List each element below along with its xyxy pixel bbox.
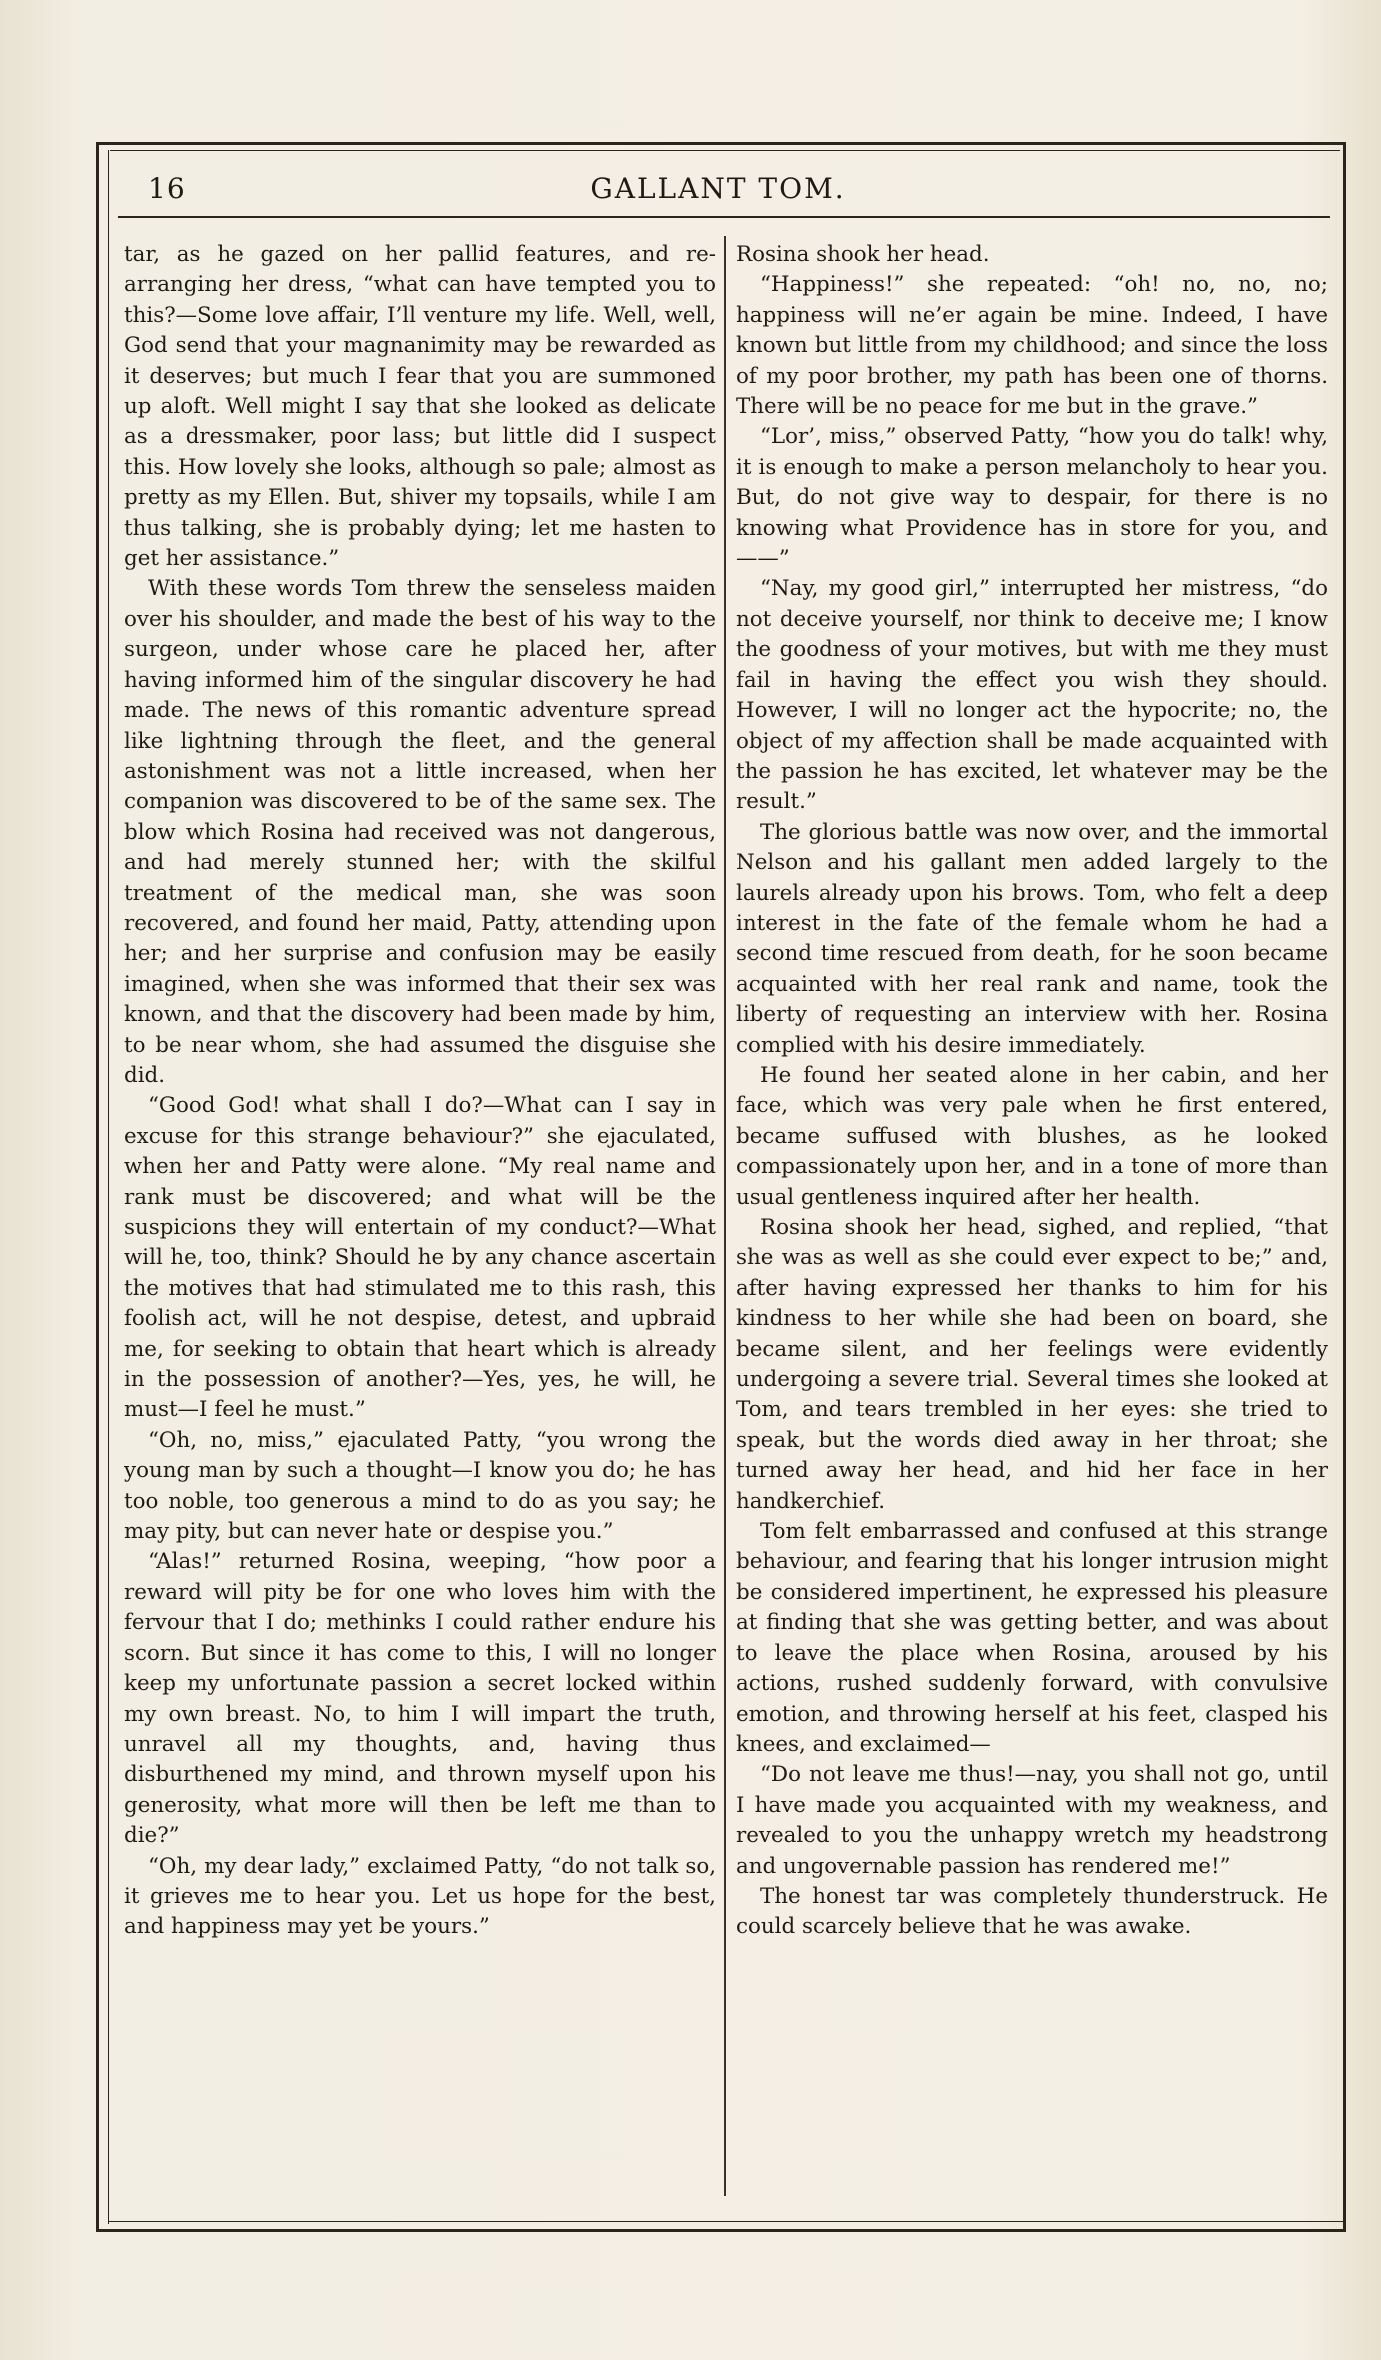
header-rule	[118, 216, 1330, 218]
frame-left-rule-inner	[108, 150, 109, 2224]
paragraph: Rosina shook her head.	[736, 242, 990, 267]
column-divider	[724, 236, 726, 2196]
frame-right-rule	[1343, 142, 1346, 2232]
frame-top-rule-inner	[110, 150, 1340, 151]
paragraph: Tom felt embarrassed and confused at this strange behaviour, and fearing that his longer intrusion might be considered impertinent, he expressed his pleasure at finding that she was getting better, and was about to leave the place when Rosina, aroused by his actions, rushed suddenly forward, with convulsive emotion, and throwing herself at his feet, clasped his knees, and exclaimed—	[736, 1519, 1328, 1757]
page-header	[118, 168, 1318, 208]
frame-top-rule	[96, 142, 1346, 145]
paragraph: “Alas!” returned Rosina, weeping, “how poor a reward will pity be for one who loves him with the fervour that I do; methinks I could rather endure his scorn. But since it has come to this, I will no longer keep my unfortunate passion a secret locked within my own breast. No, to him I will impart the truth, unravel all my thoughts, and, having thus disburthened my mind, and thrown myself upon his generosity, what more will then be left me than to die?”	[124, 1549, 716, 1849]
paragraph: “Lor’, miss,” observed Patty, “how you do talk! why, it is enough to make a person melancholy to hear you. But, do not give way to despair, for there is no knowing what Providence has in store for you, and——”	[736, 424, 1328, 572]
running-title: GALLANT TOM.	[590, 172, 846, 205]
frame-bottom-rule	[96, 2229, 1346, 2232]
page-number: 16	[148, 172, 186, 205]
left-column	[124, 240, 716, 2200]
paragraph: The glorious battle was now over, and the immortal Nelson and his gallant men added largely to the laurels already upon his brows. Tom, who felt a deep interest in the fate of the female whom he had a second time rescued from death, for he soon became acquainted with her real rank and name, took the liberty of requesting an interview with her. Rosina complied with his desire immediately.	[736, 819, 1328, 1058]
paragraph: “Oh, my dear lady,” exclaimed Patty, “do not talk so, it grieves me to hear you. Let us hope for the best, and happiness may yet be yours.”	[124, 1853, 716, 1940]
paragraph: “Oh, no, miss,” ejaculated Patty, “you wrong the young man by such a thought—I know you do; he has too noble, too generous a mind to do as you say; he may pity, but can never hate or despise you.”	[124, 1427, 716, 1545]
frame-bottom-rule-inner	[108, 2221, 1344, 2222]
paragraph: With these words Tom threw the senseless maiden over his shoulder, and made the best of his way to the surgeon, under whose care he placed her, after having informed him of the singular discovery he had made. The news of this romantic adventure spread like lightning through the fleet, and the general astonishment was not a little increased, when her companion was discovered to be of the same sex. The blow which Rosina had received was not dangerous, and had merely stunned her; with the skilful treatment of the medical man, she was soon recovered, and found her maid, Patty, attending upon her; and her surprise and confusion may be easily imagined, when she was informed that their sex was known, and that the discovery had been made by him, to be near whom, she had assumed the disguise she did.	[124, 576, 716, 1088]
paragraph: Rosina shook her head, sighed, and replied, “that she was as well as she could ever expect to be;” and, after having expressed her thanks to him for his kindness to her while she had been on board, she became silent, and her feelings were evidently undergoing a severe trial. Several times she looked at Tom, and tears trembled in her eyes: she tried to speak, but the words died away in her throat; she turned away her head, and hid her face in her handkerchief.	[736, 1215, 1328, 1514]
paragraph: He found her seated alone in her cabin, and her face, which was very pale when he first entered, became suffused with blushes, as he looked compassionately upon her, and in a tone of more than usual gentleness inquired after her health.	[736, 1062, 1328, 1210]
paragraph: tar, as he gazed on her pallid features, and re-arranging her dress, “what can have tempted you to this?—Some love affair, I’ll venture my life. Well, well, God send that your magnanimity may be rewarded as it deserves; but much I fear that you are summoned up aloft. Well might I say that she looked as delicate as a dressmaker, poor lass; but little did I suspect this. How lovely she looks, although so pale; almost as pretty as my Ellen. But, shiver my topsails, while I am thus talking, she is probably dying; let me hasten to get her assistance.”	[124, 242, 716, 572]
paragraph: “Good God! what shall I do?—What can I say in excuse for this strange behaviour?” she ejaculated, when her and Patty were alone. “My real name and rank must be discovered; and what will be the suspicions they will entertain of my conduct?—What will he, too, think? Should he by any chance ascertain the motives that had stimulated me to this rash, this foolish act, will he not despise, detest, and upbraid me, for seeking to obtain that heart which is already in the possession of another?—Yes, yes, he will, he must—I feel he must.”	[124, 1093, 716, 1423]
paragraph: “Nay, my good girl,” interrupted her mistress, “do not deceive yourself, nor think to deceive me; I know the goodness of your motives, but with me they must fail in having the effect you wish they should. However, I will no longer act the hypocrite; no, the object of my affection shall be made acquainted with the passion he has excited, let whatever may be the result.”	[736, 576, 1328, 815]
paragraph: “Happiness!” she repeated: “oh! no, no, no; happiness will ne’er again be mine. Indeed, I have known but little from my childhood; and since the loss of my poor brother, my path has been one of thorns. There will be no peace for me but in the grave.”	[736, 272, 1328, 420]
paragraph: “Do not leave me thus!—nay, you shall not go, until I have made you acquainted with my weakness, and revealed to you the unhappy wretch my headstrong and ungovernable passion has rendered me!”	[736, 1762, 1328, 1879]
frame-left-rule	[96, 142, 99, 2232]
paragraph: The honest tar was completely thunderstruck. He could scarcely believe that he was awake.	[736, 1883, 1328, 1940]
right-column	[736, 240, 1328, 2200]
